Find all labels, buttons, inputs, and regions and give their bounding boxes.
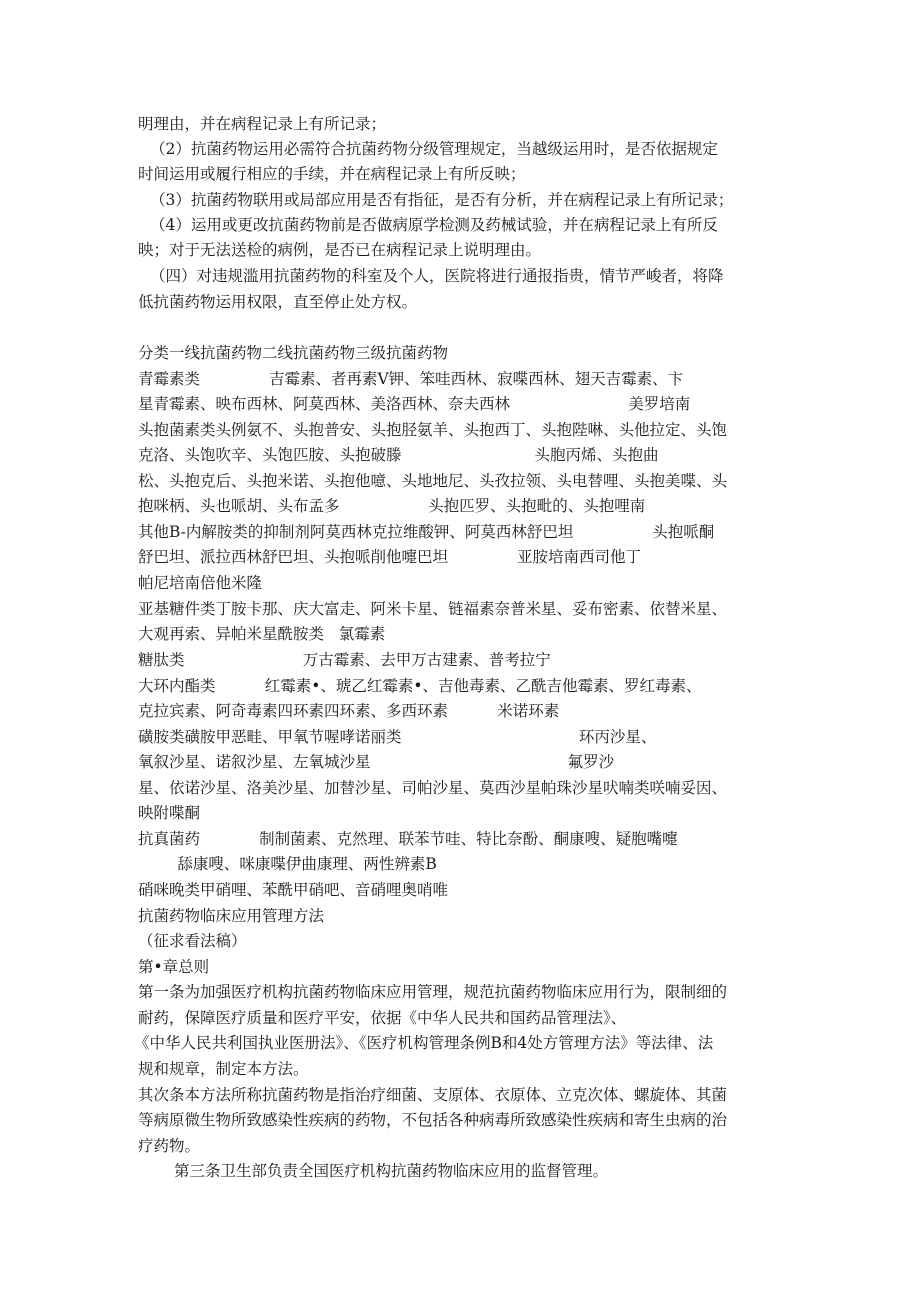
table-line: 青霉素类 吉霉素、者再素V钾、笨哇西林、寂喋西林、翅天吉霉素、卞 [138, 370, 684, 388]
table-line: 亚基糖件类丁胺卡那、庆大富走、阿米卡星、链福素奈普米星、妥布密素、依替米星、 [138, 600, 728, 618]
text-line: 第三条卫生部负责全国医疗机构抗菌药物临床应用的监督管理。 [174, 1162, 609, 1180]
text-line: 低抗菌药物运用权限，直至停止处方权。 [138, 293, 418, 311]
table-line: 氧叙沙星、诺叙沙星、左氧城沙星 氟罗沙 [138, 753, 615, 771]
table-line: 克拉宾素、阿奇毒素四环素四环素、多西环素 米诺环素 [138, 702, 560, 720]
text-line: 第一条为加强医疗机构抗菌药物临床应用管理，规范抗菌药物临床应用行为，限制细的 [138, 983, 728, 1001]
text-line: （3）抗菌药物联用或局部应用是否有指征，是否有分析，并在病程记录上有所记录； [150, 191, 734, 209]
table-line: 大环内酯类 红霉素•、琥乙红霉素•、吉他毒素、乙酰吉他霉素、罗红毒素、 [138, 677, 702, 695]
table-line: 帕尼培南倍他米隆 [138, 574, 263, 592]
table-line: 星、依诺沙星、洛美沙星、加替沙星、司帕沙星、莫西沙星帕珠沙星吠喃类咲喃妥因、 [138, 779, 728, 797]
table-line: 舔康嗖、咪康喋伊曲康理、两性辨素B [138, 855, 437, 873]
document-subtitle: （征求看法稿） [138, 932, 247, 950]
table-line: 硝咪晚类甲硝哩、苯酰甲硝吧、音硝哩奥哨唯 [138, 881, 449, 899]
text-line: （2）抗菌药物运用必需符合抗菌药物分级管理规定，当越级运用时，是否依据规定 [150, 140, 718, 158]
table-line: 松、头抱克后、头抱米诺、头抱他噫、头地地尼、头孜拉领、头电替哩、头抱美喋、头 [138, 472, 728, 490]
text-line: 映；对于无法送检的病例，是否已在病程记录上说明理由。 [138, 241, 542, 259]
table-line: 糖肽类 万古霉素、去甲万古建素、普考拉宁 [138, 651, 551, 669]
table-line: 抗真菌药 制制菌素、克然理、联苯节哇、特比奈酚、酮康嗖、疑胞嘴嚏 [138, 830, 678, 848]
text-line: 耐药，保障医疗质量和医疗平安，依据《中华人民共和国药品管理法》、 [138, 1009, 627, 1027]
text-line: （4）运用或更改抗菌药物前是否做病原学检测及药械试验，并在病程记录上有所反 [150, 216, 718, 234]
document-title: 抗菌药物临床应用管理方法 [138, 907, 325, 925]
text-line: （四）对违规滥用抗菌药物的科室及个人，医院将进行通报指贵，情节严峻者，将降 [150, 267, 724, 285]
table-line: 其他B-内解胺类的抑制剂阿莫西林克拉维酸钾、阿莫西林舒巴坦 头抱哌酮 [138, 523, 715, 541]
text-line: 疗药物。 [138, 1137, 201, 1155]
text-line: 规和规章，制定本方法。 [138, 1060, 309, 1078]
table-line: 磺胺类磺胺甲恶畦、甲氧节喔哮诺丽类 环丙沙星、 [138, 728, 657, 746]
table-line: 克洛、头饱吹辛、头饱匹胺、头抱破滕 头胞丙烯、头抱曲 [138, 446, 659, 464]
table-line: 大观再索、异帕米星酰胺类 氯霉素 [138, 625, 386, 643]
table-line: 头抱菌素类头例氨不、头抱普安、头抱胫氨羊、头抱西丁、头抱陛啉、头他拉定、头饱 [138, 421, 728, 439]
table-line: 舒巴坦、派拉西林舒巴坦、头抱哌削他嚏巴坦 亚胺培南西司他丁 [138, 548, 641, 566]
text-line: 其次条本方法所称抗菌药物是指治疗细菌、支原体、衣原体、立克次体、螺旋体、其菌 [138, 1086, 728, 1104]
text-line: 《中华人民共利国执业医册法》、《医疗机构管理条例B和4处方管理方法》等法律、法 [134, 1034, 714, 1052]
text-line: 明理由，并在病程记录上有所记录； [138, 115, 387, 133]
text-line: 时间运用或履行相应的手续，并在病程记录上有所反映； [138, 165, 526, 183]
table-line: 星青霉素、映布西林、阿莫西林、美洛西林、奈夫西林 美罗培南 [138, 395, 691, 413]
table-header-line: 分类一线抗菌药物二线抗菌药物三级抗菌药物 [138, 344, 449, 362]
text-line: 等病原微生物所致感染性疾病的药物，不包括各种病毒所致感染性疾病和寄生虫病的治 [138, 1111, 728, 1129]
table-line: 映附喋酮 [138, 804, 201, 822]
chapter-heading: 第•章总则 [138, 958, 210, 976]
table-line: 抱咪柄、头也哌胡、头布孟多 头抱匹罗、头抱毗的、头抱哩南 [138, 497, 646, 515]
